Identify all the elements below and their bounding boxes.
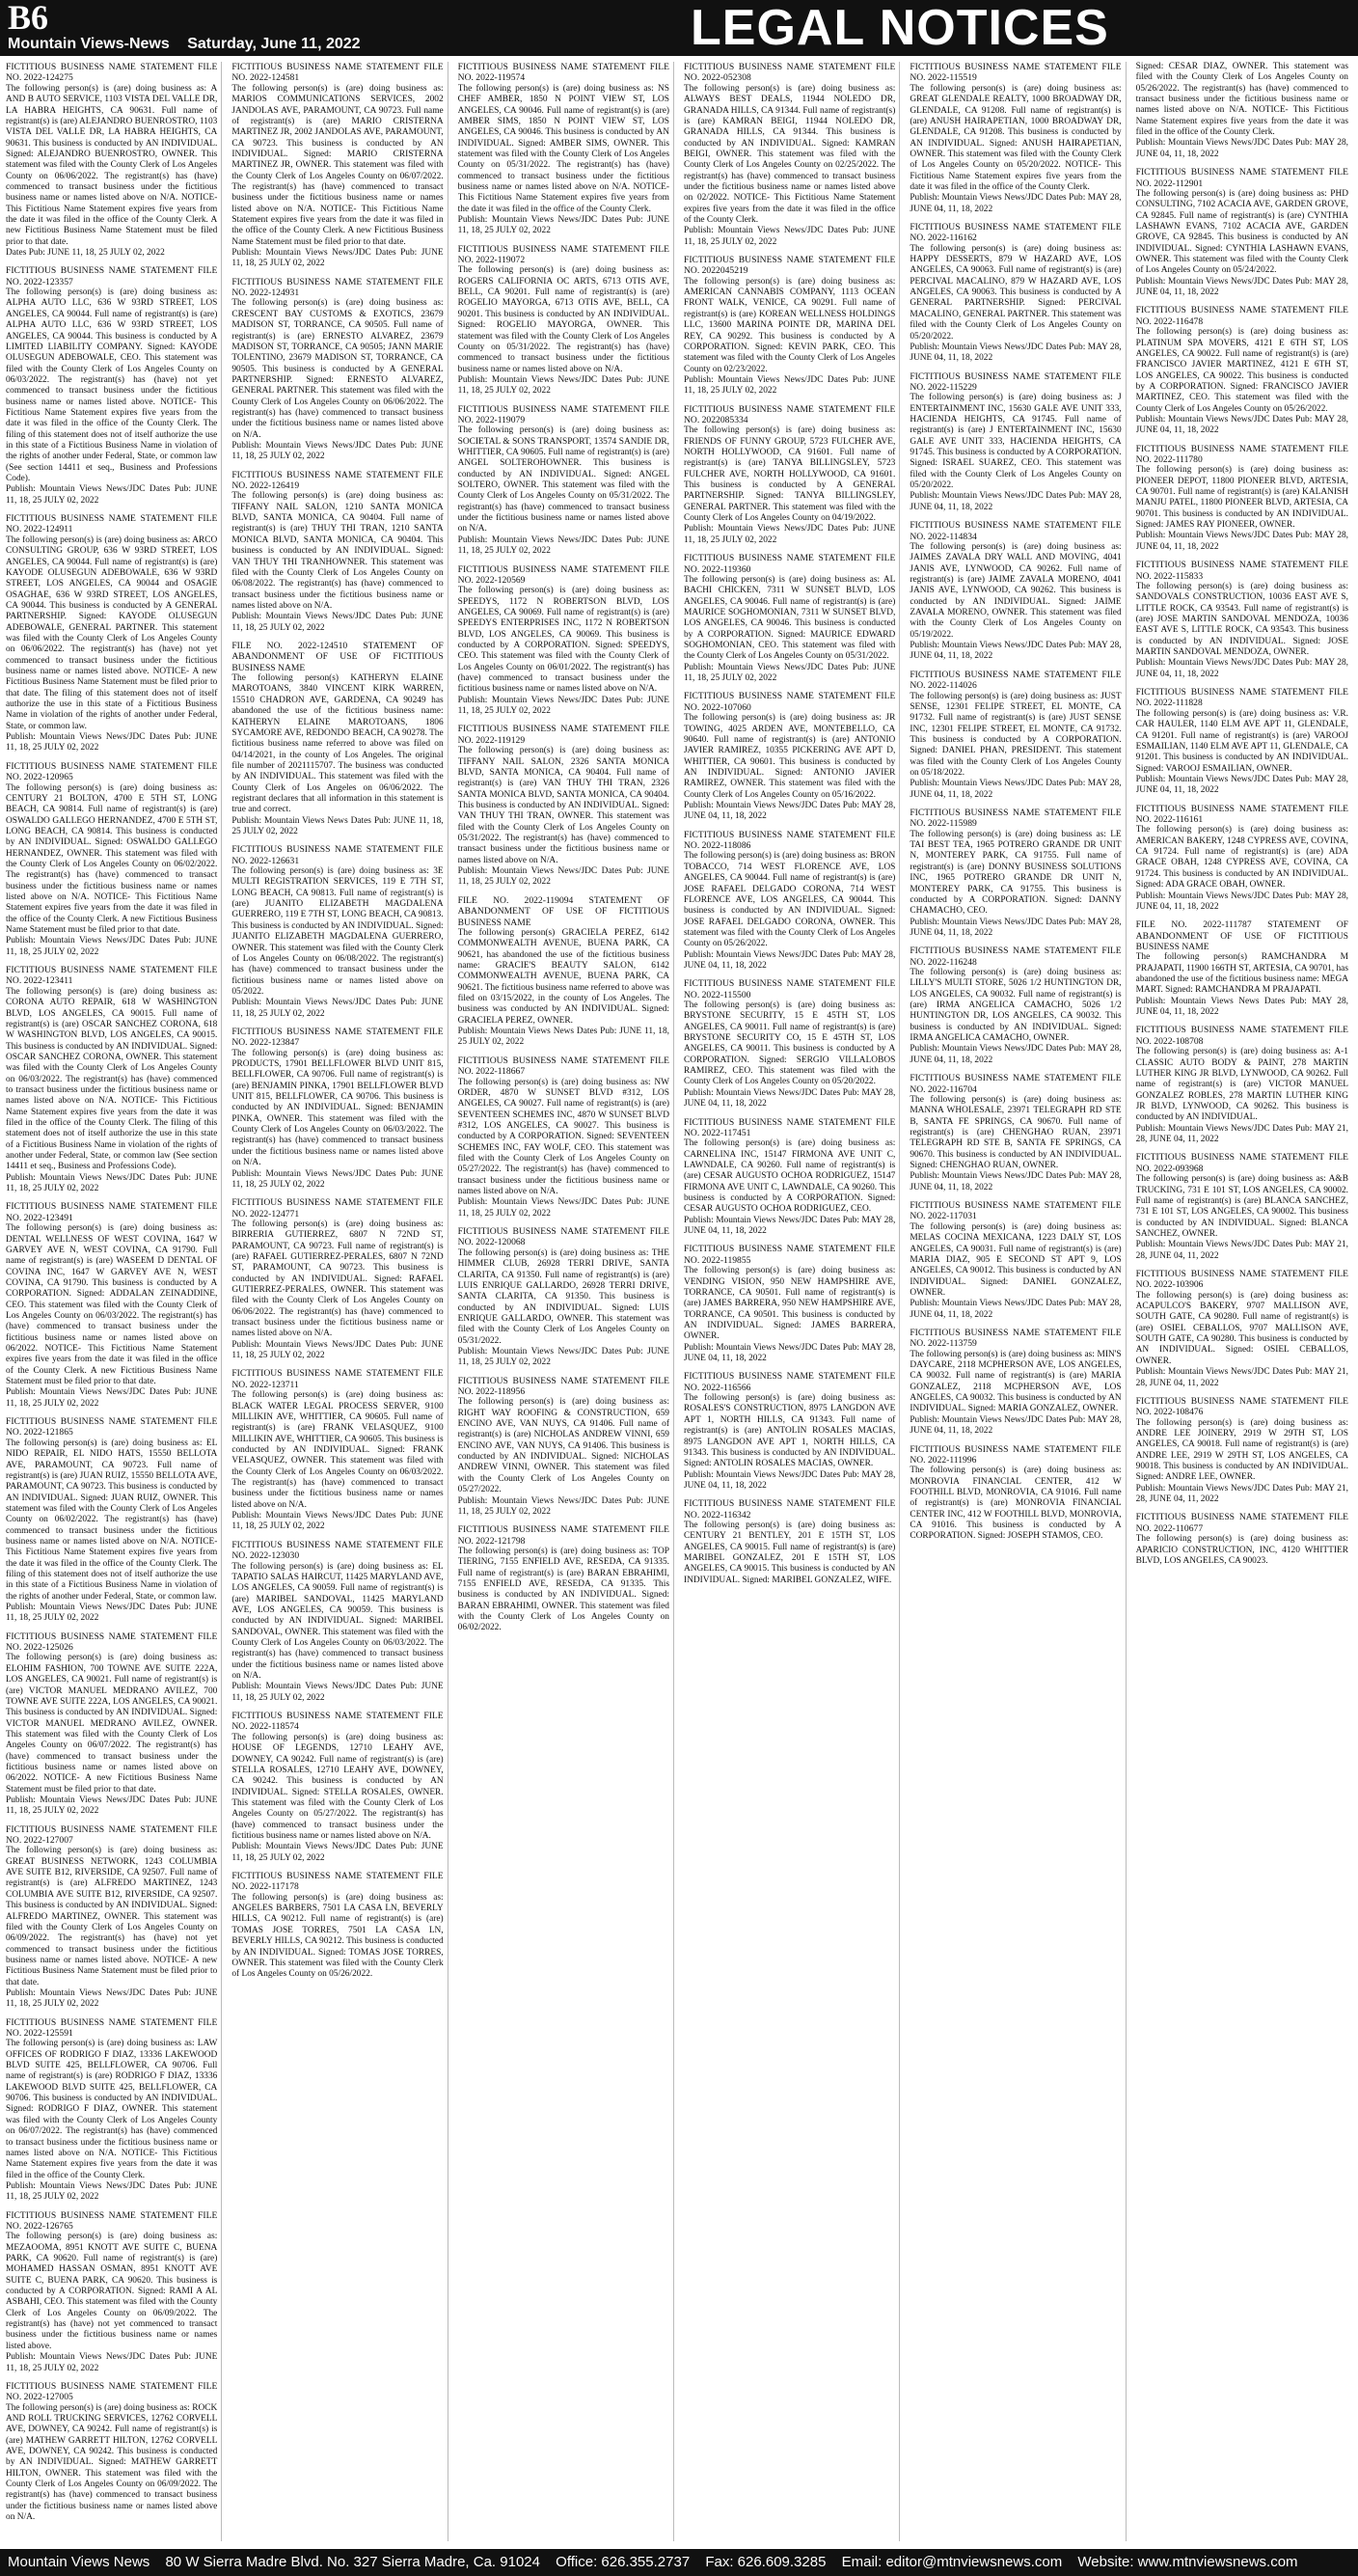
notice-title: FICTITIOUS BUSINESS NAME STATEMENT FILE NO. 2022-121798 xyxy=(457,1524,669,1547)
notice-column xyxy=(231,62,448,2541)
legal-notice xyxy=(684,830,895,973)
legal-notice xyxy=(231,1871,443,1981)
legal-notice xyxy=(458,244,669,397)
legal-notice xyxy=(910,1328,1121,1438)
notice-title: FICTITIOUS BUSINESS NAME STATEMENT FILE NO. 2022-111996 xyxy=(910,1443,1122,1466)
notice-title: FICTITIOUS BUSINESS NAME STATEMENT FILE NO. 2022-118574 xyxy=(231,1711,444,1733)
notice-title: FICTITIOUS BUSINESS NAME STATEMENT FILE NO. 2022-117178 xyxy=(231,1870,444,1893)
notice-publication-dates: Publish: Mountain Views News/JDC Dates Pub: MAY 28, JUNE 04, 11, 18, 2022 xyxy=(910,1299,1122,1320)
notice-body: The following person(s) is (are) doing business as: NS CHEF AMBER, 1850 N POINT VIEW ST, LOS ANGELES, CA 90046. Full name of registrant(s) is (are) AMBER SIMS, 1850 N POINT VIEW ST, LOS ANGELES, CA 90046. This business is conducted by AN INDIVIDUAL. Signed: AMBER SIMS, OWNER. This statement was filed with the County Clerk of Los Angeles County on 05/31/2022. The registrant(s) has (have) commenced to transact business under the fictitious business name or names listed above on N/A. NOTICE- This Fictitious Name Statement expires five years from the date it was filed in the office of the County Clerk. xyxy=(457,83,669,214)
notice-body: The following person(s) is (are) doing business as: TIFFANY NAIL SALON, 1210 SANTA MONICA BLVD, SANTA MONICA, CA 90404. Full name of registrant(s) is (are) THUY THI TRAN, 1210 SANTA MONICA BLVD, SANTA MONICA, CA 90404. This business is conducted by AN INDIVIDUAL. Signed: VAN THUY THI TRANHOWNER. This statement was filed with the County Clerk of Los Angeles County on 06/08/2022. The registrant(s) has (have) commenced to transact business under the fictitious business name or names listed above on N/A. xyxy=(231,491,444,611)
notice-title: FICTITIOUS BUSINESS NAME STATEMENT FILE NO. 2022-124911 xyxy=(6,513,218,535)
legal-notice xyxy=(910,670,1121,801)
notice-title: FICTITIOUS BUSINESS NAME STATEMENT FILE NO. 2022-126765 xyxy=(6,2209,218,2232)
footer-office-phone: Office: 626.355.2737 xyxy=(556,2554,691,2570)
notice-body: The following person(s) is (are) doing business as: ANDRE LEE JOINERY, 2919 W 29TH ST, LOS ANGELES, CA 90018. Full name of registrant(s) is (are) ANDRE LEE, 2919 W 29TH ST, LOS ANGELES, CA 90018. This business is conducted by AN INDIVIDUAL. Signed: ANDRE LEE, OWNER. xyxy=(1135,1417,1348,1483)
notice-body: The following person(s) is (are) doing business as: RIGHT WAY ROOFING & CONSTRUCTION, 659 ENCINO AVE, VAN NUYS, CA 91406. Full name of registrant(s) is (are) NICHOLAS ANDREW VINNI, 659 ENCINO AVE, VAN NUYS, CA 91406. This business is conducted by AN INDIVIDUAL. Signed: NICHOLAS ANDREW VINNI, OWNER. This statement was filed with the County Clerk of Los Angeles County on 05/27/2022. xyxy=(457,1397,669,1495)
notice-title: FICTITIOUS BUSINESS NAME STATEMENT FILE NO. 2022-113759 xyxy=(910,1327,1122,1350)
notice-body: Signed: CESAR DIAZ, OWNER. This statement was filed with the County Clerk of Los Angeles County on 05/26/2022. The registrant(s) has (have) commenced to transact business under the fictitious business name or names listed above on N/A. NOTICE- This Fictitious Name Statement expires five years from the date it was filed in the office of the County Clerk. xyxy=(1135,62,1348,138)
notice-body: The following person(s) is (are) doing business as: LAW OFFICES OF RODRIGO F DIAZ, 13336 LAKEWOOD BLVD SUITE 425, BELLFLOWER, CA 90706. Full name of registrant(s) is (are) RODRIGO F DIAZ, 13336 LAKEWOOD BLVD SUITE 425, BELLFLOWER, CA 90706. This business is conducted by AN INDIVIDUAL. Signed: RODRIGO F DIAZ, OWNER. This statement was filed with the County Clerk of Los Angeles County on 06/07/2022. The registrant(s) has (have) commenced to transact business under the fictitious business name or names listed above on N/A. NOTICE- This Fictitious Name Statement expires five years from the date it was filed in the office of the County Clerk. xyxy=(6,2039,218,2180)
notice-title: FICTITIOUS BUSINESS NAME STATEMENT FILE NO. 2022-114026 xyxy=(910,669,1122,692)
legal-notice xyxy=(6,1416,217,1625)
notice-title: FICTITIOUS BUSINESS NAME STATEMENT FILE NO. 2022-119574 xyxy=(457,62,669,84)
notice-body: The following person(s) is (are) doing business as: V.R. CAR HAULER, 1140 ELM AVE APT 11, GLENDALE, CA 91201. Full name of registrant(s) is (are) VAROOJ ESMAILIAN, 1140 ELM AVE APT 11, GLENDALE, CA 91201. This business is conducted by AN INDIVIDUAL. Signed: VAROOJ ESMAILIAN, OWNER. xyxy=(1135,708,1348,774)
notice-body: The following person(s) is (are) doing business as: AMERICAN CANNABIS COMPANY, 1113 OCEAN FRONT WALK, VENICE, CA 90291. Full name of registrant(s) is (are) KOREAN WELLNESS HOLDINGS LLC, 13600 MARINA POINTE DR, MARINA DEL REY, CA 90292. This business is conducted by A CORPORATION. Signed: KEVIN PARK, CEO. This statement was filed with the County Clerk of Los Angeles County on 02/23/2022. xyxy=(683,276,896,374)
legal-notice xyxy=(684,1498,895,1586)
legal-notice xyxy=(910,1444,1121,1543)
notice-publication-dates: Publish: Mountain Views News Dates Pub: JUNE 11, 18, 25 JULY 02, 2022 xyxy=(457,1027,669,1048)
notice-body: The following person(s) is (are) doing business as: SOCIETAL & SONS TRANSPORT, 13574 SANDIE DR, WHITTIER, CA 90605. Full name of registrant(s) is (are) ANGEL SOLTEROHOWNER. This business is conducted by AN INDIVIDUAL. Signed: ANGEL SOLTERO, OWNER. This statement was filed with the County Clerk of Los Angeles County on 05/31/2022. The registrant(s) has (have) commenced to transact business under the fictitious business name or names listed above on N/A. xyxy=(457,425,669,534)
notice-body: The following person(s) is (are) doing business as: ANGELES BARBERS, 7501 LA CASA LN, BEVERLY HILLS, CA 90212. Full name of registrant(s) is (are) TOMAS JOSE TORRES, 7501 LA CASA LN, BEVERLY HILLS, CA 90212. This business is conducted by AN INDIVIDUAL. Signed: TOMAS JOSE TORRES, OWNER. This statement was filed with the County Clerk of Los Angeles County on 05/26/2022. xyxy=(231,1892,444,1980)
notice-title: FICTITIOUS BUSINESS NAME STATEMENT FILE NO. 2022-120965 xyxy=(6,760,218,783)
legal-notice xyxy=(910,222,1121,365)
legal-notice xyxy=(231,844,443,1020)
notice-title: FICTITIOUS BUSINESS NAME STATEMENT FILE NO. 2022-118956 xyxy=(457,1375,669,1397)
legal-notice xyxy=(910,520,1121,663)
notice-publication-dates: Publish: Mountain Views News/JDC Dates Pub: JUNE 11, 18, 25 JULY 02, 2022 xyxy=(6,1602,218,1624)
notice-body: The following person(s) is (are) doing business as: SPEEDYS, 1172 N ROBERTSON BLVD, LOS ANGELES, CA 90069. Full name of registrant(s) is (are) SPEEDYS ENTERPRISES INC, 1172 N ROBERTSON BLVD, LOS ANGELES, CA 90069. This business is conducted by A CORPORATION. Signed: SPEEDYS, CEO. This statement was filed with the County Clerk of Los Angeles County on 06/01/2022. The registrant(s) has (have) commenced to transact business under the fictitious business name or names listed above on N/A. xyxy=(457,586,669,695)
notice-title: FICTITIOUS BUSINESS NAME STATEMENT FILE NO. 2022-111780 xyxy=(1135,443,1348,465)
notice-publication-dates: Publish: Mountain Views News/JDC Dates Pub: MAY 28, JUNE 04, 11, 18, 2022 xyxy=(683,1469,896,1491)
notice-publication-dates: Publish: Mountain Views News/JDC Dates Pub: MAY 28, JUNE 04, 11, 18, 2022 xyxy=(683,1087,896,1110)
legal-notice xyxy=(1136,560,1348,680)
notice-body: The following person(s) is (are) doing business as: TOP TIERING, 7155 ENFIELD AVE, RESEDA, CA 91335. Full name of registrant(s) is (are) BARAN EBRAHIMI, 7155 ENFIELD AVE, RESEDA, CA 91335. This business is conducted by AN INDIVIDUAL. Signed: BARAN EBRAHIMI, OWNER. This statement was filed with the County Clerk of Los Angeles County on 06/02/2022. xyxy=(457,1547,669,1633)
notice-column xyxy=(1136,62,1352,2541)
notice-publication-dates: Publish: Mountain Views News Dates Pub: MAY 28, JUNE 04, 11, 18, 2022 xyxy=(1135,996,1348,1018)
notice-body: The following person(s) is (are) doing business as: FRIENDS OF FUNNY GROUP, 5723 FULCHER AVE, NORTH HOLLYWOOD, CA 91601. Full name of registrant(s) is (are) TANYA BILLINGSLEY, 5723 FULCHER AVE, NORTH HOLLYWOOD, CA 91601. This business is conducted by A GENERAL PARTNERSHIP. Signed: TANYA BILLINGSLEY, GENERAL PARTNER. This statement was filed with the County Clerk of Los Angeles County on 04/19/2022. xyxy=(683,425,896,524)
notice-body: The following person(s) KATHERYN ELAINE MAROTOANS, 3840 VINCENT KIRK WARREN, 15510 CHADRON AVE, GARDENA, CA 90249 has abandoned the use of the fictitious business name: KATHERYN ELAINE MAROTOANS, 1806 SYCAMORE AVE, REDONDO BEACH, CA 90278. The fictitious business name referred to above was filed on 04/14/2021, in the county of Los Angeles. The original file number of 2021115707. The business was conducted by AN INDIVIDUAL. This statement was filed with the County Clerk of Los Angeles on 06/06/2022. The registrant declares that all information in this statement is true and correct. xyxy=(231,673,444,815)
legal-notice xyxy=(684,62,895,248)
notice-body: The following person(s) is (are) doing business as: BLACK WATER LEGAL PROCESS SERVER, 9100 MILLIKIN AVE, WHITTIER, CA 90605. Full name of registrant(s) is (are) FRANK VELASQUEZ, 9100 MILLIKIN AVE, WHITTIER, CA 90605. This business is conducted by AN INDIVIDUAL. Signed: FRANK VELASQUEZ, OWNER. This statement was filed with the County Clerk of Los Angeles County on 06/03/2022. The registrant(s) has (have) commenced to transact business under the fictitious business name or names listed above on N/A. xyxy=(231,1390,444,1510)
notice-title: FICTITIOUS BUSINESS NAME STATEMENT FILE NO. 2022-107060 xyxy=(683,691,896,713)
notice-publication-dates: Dates Pub: JUNE 11, 18, 25 JULY 02, 2022 xyxy=(6,247,165,258)
legal-notice xyxy=(910,808,1121,939)
legal-notice xyxy=(458,1226,669,1369)
notice-title: FICTITIOUS BUSINESS NAME STATEMENT FILE NO. 2022-093968 xyxy=(1135,1152,1348,1174)
notice-column xyxy=(458,62,674,2541)
legal-notice xyxy=(231,1368,443,1532)
notice-title: FICTITIOUS BUSINESS NAME STATEMENT FILE NO. 2022-119855 xyxy=(683,1244,896,1266)
legal-notice xyxy=(231,277,443,463)
notice-publication-dates: Publish: Mountain Views News/JDC Dates Pub: MAY 21, 28, JUNE 04, 11, 2022 xyxy=(1135,1123,1348,1145)
notice-publication-dates: Publish: Mountain Views News/JDC Dates Pub: MAY 28, JUNE 04, 11, 18, 2022 xyxy=(1135,658,1348,679)
notice-publication-dates: Publish: Mountain Views News/JDC Dates Pub: MAY 28, JUNE 04, 11, 18, 2022 xyxy=(910,641,1122,662)
notice-body: The following person(s) is (are) doing business as: HOUSE OF LEGENDS, 12710 LEAHY AVE, DOWNEY, CA 90242. Full name of registrant(s) is (are) STELLA ROSALES, 12710 LEAHY AVE, DOWNEY, CA 90242. This business is conducted by AN INDIVIDUAL. Signed: STELLA ROSALES, OWNER. This statement was filed with the County Clerk of Los Angeles County on 05/27/2022. The registrant(s) has (have) commenced to transact business under the fictitious business name or names listed above on N/A. xyxy=(231,1732,444,1841)
notice-body: The following person(s) is (are) doing business as: ROGERS CALIFORNIA OC ARTS, 6713 OTIS AVE, BELL, CA 90201. Full name of registrant(s) is (are) ROGELIO MAYORGA, 6713 OTIS AVE, BELL, CA 90201. This business is conducted by AN INDIVIDUAL. Signed: ROGELIO MAYORGA, OWNER. This statement was filed with the County Clerk of Los Angeles County on 05/31/2022. The registrant(s) has (have) commenced to transact business under the fictitious business name or names listed above on N/A. xyxy=(457,265,669,374)
legal-notice xyxy=(1136,687,1348,797)
notice-body: The following person(s) is (are) doing business as: MANNA WHOLESALE, 23971 TELEGRAPH RD STE B, SANTA FE SPRINGS, CA 90670. Full name of registrant(s) is (are) CHENGHAO RUAN, 23971 TELEGRAPH RD STE B, SANTA FE SPRINGS, CA 90670. This business is conducted by AN INDIVIDUAL. Signed: CHENGHAO RUAN, OWNER. xyxy=(910,1094,1122,1170)
legal-notice xyxy=(458,1055,669,1219)
notice-title: FICTITIOUS BUSINESS NAME STATEMENT FILE NO. 2022-116566 xyxy=(683,1371,896,1393)
notice-publication-dates: Publish: Mountain Views News/JDC Dates Pub: JUNE 11, 18, 25 JULY 02, 2022 xyxy=(231,998,444,1019)
notice-body: The following person(s) is (are) doing business as: ROSALES'S CONSTRUCTION, 8975 LANGDON AVE APT 1, NORTH HILLS, CA 91343. Full name of registrant(s) is (are) ANTOLIN ROSALES MACIAS, 8975 LANGDON AVE APT 1, NORTH HILLS, CA 91343. This business is conducted by AN INDIVIDUAL. Signed: ANTOLIN ROSALES MACIAS, OWNER. xyxy=(683,1393,896,1469)
notice-publication-dates: Publish: Mountain Views News/JDC Dates Pub: JUNE 11, 18, 25 JULY 02, 2022 xyxy=(457,1197,669,1219)
notice-publication-dates: Publish: Mountain Views News/JDC Dates Pub: JUNE 11, 18, 25 JULY 02, 2022 xyxy=(6,732,218,754)
notice-body: The following person(s) is (are) doing business as: CORONA AUTO REPAIR, 618 W WASHINGTON BLVD, LOS ANGELES, CA 90015. Full name of registrant(s) is (are) OSCAR SANCHEZ CORONA, 618 W WASHINGTON BLVD, LOS ANGELES, CA 90015. This business is conducted by AN INDIVIDUAL. Signed: OSCAR SANCHEZ CORONA, OWNER. This statement was filed with the County Clerk of Los Angeles County on 06/03/2022. The registrant(s) has (have) commenced to transact business under the fictitious business name or names listed above on N/A. NOTICE- This Fictitious Name Statement expires five years from the date it was filed in the office of the County Clerk. The filing of this statement does not of itself authorize the use in this state of a Fictitious Business Name in violation of the rights of another under Federal, State, or common law (See section 14411 et seq., Business and Professions Code). xyxy=(6,986,218,1172)
notice-body: The following person(s) is (are) doing business as: EL NIDO REPAIR, EL NIDO HATS, 15550 BELLOTA AVE, PARAMOUNT, CA 90723. Full name of registrant(s) is (are) JUAN RUIZ, 15550 BELLOTA AVE, PARAMOUNT, CA 90723. This business is conducted by AN INDIVIDUAL. Signed: JUAN RUIZ, OWNER. This statement was filed with the County Clerk of Los Angeles County on 06/02/2022. The registrant(s) has (have) commenced to transact business under the fictitious business name or names listed above on N/A. NOTICE- This Fictitious Name Statement expires five years from the date it was filed in the office of the County Clerk. The filing of this statement does not of itself authorize the use in this state of a Fictitious Business Name in violation of the rights of another under Federal, State, or common law. xyxy=(6,1438,218,1602)
legal-notice xyxy=(684,691,895,822)
notice-title: FICTITIOUS BUSINESS NAME STATEMENT FILE NO. 2022-115833 xyxy=(1135,560,1348,582)
notice-title: FICTITIOUS BUSINESS NAME STATEMENT FILE NO. 2022-124931 xyxy=(231,276,444,299)
notice-publication-dates: Publish: Mountain Views News/JDC Dates Pub: MAY 21, 28, JUNE 04, 11, 2022 xyxy=(1135,1240,1348,1261)
notice-title: FICTITIOUS BUSINESS NAME STATEMENT FILE NO. 2022-108476 xyxy=(1135,1395,1348,1418)
notice-publication-dates: Publish: Mountain Views News/JDC Dates Pub: JUNE 11, 18, 25 JULY 02, 2022 xyxy=(457,534,669,557)
notice-title: FICTITIOUS BUSINESS NAME STATEMENT FILE NO. 2022-115519 xyxy=(910,62,1122,84)
notice-title: FICTITIOUS BUSINESS NAME STATEMENT FILE NO. 2022-103906 xyxy=(1135,1268,1348,1291)
legal-notice xyxy=(910,371,1121,514)
legal-notice xyxy=(6,2017,217,2204)
legal-notice xyxy=(910,945,1121,1066)
notice-title: FICTITIOUS BUSINESS NAME STATEMENT FILE NO. 2022-117031 xyxy=(910,1200,1122,1222)
notice-title: FICTITIOUS BUSINESS NAME STATEMENT FILE NO. 2022-119360 xyxy=(683,553,896,575)
legal-notice xyxy=(1136,1269,1348,1389)
notice-title: FICTITIOUS BUSINESS NAME STATEMENT FILE NO. 2022-116342 xyxy=(683,1498,896,1521)
notice-title: FILE NO. 2022-119094 STATEMENT OF ABANDONMENT OF USE OF FICTITIOUS BUSINESS NAME xyxy=(457,894,669,928)
notice-body: The following person(s) is (are) doing business as: TIFFANY NAIL SALON, 2326 SANTA MONICA BLVD, SANTA MONICA, CA 90404. Full name of registrant(s) is (are) VAN THUY THI TRAN, 2326 SANTA MONICA BLVD, SANTA MONICA, CA 90404. This business is conducted by AN INDIVIDUAL. Signed: VAN THUY THI TRAN, OWNER. This statement was filed with the County Clerk of Los Angeles County on 05/31/2022. The registrant(s) has (have) commenced to transact business under the fictitious business name or names listed above on N/A. xyxy=(457,746,669,865)
legal-notice xyxy=(6,2210,217,2374)
legal-notice xyxy=(1136,1025,1348,1145)
notice-body: The following person(s) is (are) doing business as: J ENTERTAINMENT INC, 15630 GALE AVE UNIT 333, HACIENDA HEIGHTS, CA 91745. Full name of registrant(s) is (are) J ENTERTAINMENT INC, 15630 GALE AVE UNIT 333, HACIENDA HEIGHTS, CA 91745. This business is conducted by A CORPORATION. Signed: ISRAEL SUAREZ, CEO. This statement was filed with the County Clerk of Los Angeles County on 05/20/2022. xyxy=(910,393,1122,491)
notice-body: The following person(s) is (are) doing business as: APARICIO CONSTRUCTION, INC, 4120 WHITTIER BLVD, LOS ANGELES, CA 90023. xyxy=(1135,1534,1348,1566)
notice-publication-dates: Publish: Mountain Views News/JDC Dates Pub: JUNE 11, 18, 25 JULY 02, 2022 xyxy=(457,695,669,717)
notice-title: FICTITIOUS BUSINESS NAME STATEMENT FILE NO. 2022-116704 xyxy=(910,1073,1122,1095)
notice-title: FICTITIOUS BUSINESS NAME STATEMENT FILE NO. 2022-123411 xyxy=(6,965,218,987)
notice-publication-dates: Publish: Mountain Views News/JDC Dates Pub: MAY 28, JUNE 04, 11, 18, 2022 xyxy=(1135,531,1348,552)
legal-notice xyxy=(231,1197,443,1361)
page-footer xyxy=(0,2549,1358,2576)
notice-body: The following person(s) is (are) doing business as: 3E MULTI REGISTRATION SERVICES, 119 E 7TH ST, LONG BEACH, CA 90813. Full name of registrant(s) is (are) JUANITO ELIZABETH MAGDALENA GUERRERO, 119 E 7TH ST, LONG BEACH, CA 90813. This business is conducted by AN INDIVIDUAL. Signed: JUANITO ELIZABETH MAGDALENA GUERRERO, OWNER. This statement was filed with the County Clerk of Los Angeles County on 06/08/2022. The registrant(s) has (have) commenced to transact business under the fictitious business name or names listed above on 05/2022. xyxy=(231,866,444,997)
notice-body: The following person(s) is (are) doing business as: AMERICAN BAKERY, 1248 CYPRESS AVE, COVINA, CA 91724. Full name of registrant(s) is (are) ADA GRACE OBAH, 1248 CYPRESS AVE, COVINA, CA 91724. This business is conducted by AN INDIVIDUAL. Signed: ADA GRACE OBAH, OWNER. xyxy=(1135,825,1348,891)
notice-body: The following person(s) is (are) doing business as: VENDING VISION, 950 NEW HAMPSHIRE AVE, TORRANCE, CA 90501. Full name of registrant(s) is (are) JAMES BARRERA, 950 NEW HAMPSHIRE AVE, TORRANCE, CA 90501. This business is conducted by AN INDIVIDUAL. Signed: JAMES BARRERA, OWNER. xyxy=(683,1266,896,1342)
legal-notice xyxy=(6,2381,217,2524)
notice-title: FICTITIOUS BUSINESS NAME STATEMENT FILE NO. 2022-123491 xyxy=(6,1201,218,1223)
page-number: B6 xyxy=(8,0,49,37)
notice-title: FICTITIOUS BUSINESS NAME STATEMENT FILE NO. 2022-110677 xyxy=(1135,1512,1348,1534)
legal-notice xyxy=(6,62,217,259)
notice-publication-dates: Publish: Mountain Views News/JDC Dates Pub: JUNE 11, 18, 25 JULY 02, 2022 xyxy=(231,1511,444,1532)
notice-title: FICTITIOUS BUSINESS NAME STATEMENT FILE NO. 2022-125591 xyxy=(6,2016,218,2039)
notice-publication-dates: Publish: Mountain Views News/JDC Dates Pub: JUNE 11, 18, 25 JULY 02, 2022 xyxy=(6,1795,218,1817)
notice-body: The following person(s) is (are) doing business as: PRODUCTS, 17901 BELLFLOWER BLVD UNIT 815, BELLFLOWER, CA 90706. Full name of registrant(s) is (are) BENJAMIN PINKA, 17901 BELLFLOWER BLVD UNIT 815, BELLFLOWER, CA 90706. This business is conducted by AN INDIVIDUAL. Signed: BENJAMIN PINKA, OWNER. This statement was filed with the County Clerk of Los Angeles County on 06/03/2022. The registrant(s) has (have) commenced to transact business under the fictitious business name or names listed above on N/A. xyxy=(231,1048,444,1168)
notice-publication-dates: Publish: Mountain Views News/JDC Dates Pub: MAY 28, JUNE 04, 11, 18, 2022 xyxy=(683,949,896,971)
notice-columns xyxy=(6,62,1352,2541)
notice-title: FICTITIOUS BUSINESS NAME STATEMENT FILE NO. 2022-111828 xyxy=(1135,687,1348,709)
notice-body: The following person(s) is (are) doing business as: GREAT BUSINESS NETWORK, 1243 COLUMBIA AVE SUITE B12, RIVERSIDE, CA 92507. Full name of registrant(s) is (are) ALFREDO MARTINEZ, 1243 COLUMBIA AVE SUITE B12, RIVERSIDE, CA 92507. This business is conducted by AN INDIVIDUAL. Signed: ALFREDO MARTINEZ, OWNER. This statement was filed with the County Clerk of Los Angeles County on 06/09/2022. The registrant(s) has (have) not yet commenced to transact business under the fictitious business name or names listed above. NOTICE- A new Fictitious Business Name Statement must be filed prior to that date. xyxy=(6,1846,218,1987)
legal-notice xyxy=(1136,1512,1348,1567)
notice-publication-dates: Publish: Mountain Views News/JDC Dates Pub: JUNE 11, 18, 25 JULY 02, 2022 xyxy=(683,374,896,397)
legal-notice xyxy=(231,641,443,837)
notice-publication-dates: Publish: Mountain Views News/JDC Dates Pub: JUNE 11, 18, 25 JULY 02, 2022 xyxy=(231,1682,444,1703)
notice-title: FICTITIOUS BUSINESS NAME STATEMENT FILE NO. 2022-108708 xyxy=(1135,1025,1348,1047)
legal-notice xyxy=(231,1711,443,1864)
notice-publication-dates: Publish: Mountain Views News/JDC Dates Pub: JUNE 11, 18, 25 JULY 02, 2022 xyxy=(231,1168,444,1190)
notice-column xyxy=(684,62,900,2541)
notice-title: FICTITIOUS BUSINESS NAME STATEMENT FILE NO. 2022-120068 xyxy=(457,1226,669,1248)
notice-body: The following person(s) is (are) doing business as: JR TOWING, 4025 ARDEN AVE, MONTEBELLO, CA 90640. Full name of registrant(s) is (are) ANTONIO JAVIER RAMIREZ, 10355 PICKERING AVE APT D, WHITTIER, CA 90601. This business is conducted by AN INDIVIDUAL. Signed: ANTONIO JAVIER RAMIREZ, OWNER. This statement was filed with the County Clerk of Los Angeles County on 05/16/2022. xyxy=(683,713,896,800)
notice-publication-dates: Publish: Mountain Views News/JDC Dates Pub: JUNE 11, 18, 25 JULY 02, 2022 xyxy=(6,2352,218,2373)
notice-title: FICTITIOUS BUSINESS NAME STATEMENT FILE NO. 2022-114834 xyxy=(910,520,1122,542)
notice-publication-dates: Publish: Mountain Views News/JDC Dates Pub: MAY 28, JUNE 04, 11, 18, 2022 xyxy=(910,1171,1122,1192)
notice-publication-dates: Publish: Mountain Views News/JDC Dates Pub: JUNE 11, 18, 25 JULY 02, 2022 xyxy=(6,484,218,506)
notice-publication-dates: Publish: Mountain Views News/JDC Dates Pub: MAY 28, JUNE 04, 11, 18, 2022 xyxy=(910,779,1122,800)
notice-publication-dates: Publish: Mountain Views News/JDC Dates Pub: MAY 21, 28, JUNE 04, 11, 2022 xyxy=(1135,1483,1348,1505)
notice-title: FICTITIOUS BUSINESS NAME STATEMENT FILE NO. 2022-124581 xyxy=(231,62,444,84)
notice-body: The following person(s) is (are) doing business as: A AND B AUTO SERVICE, 1103 VISTA DEL VALLE DR, LA HABRA HEIGHTS, CA 90631. Full name of registrant(s) is (are) ALEJANDRO BUENROSTRO, 1103 VISTA DEL VALLE DR, LA HABRA HEIGHTS, CA 90631. This business is conducted by AN INDIVIDUAL. Signed: ALEJANDRO BUENROSTRO, OWNER. This statement was filed with the County Clerk of Los Angeles County on 06/06/2022. The registrant(s) has (have) commenced to transact business under the fictitious business name or names listed above on N/A. NOTICE- This Fictitious Name Statement expires five years from the date it was filed in the office of the County Clerk. A new Fictitious Business Name Statement must be filed prior to that date. xyxy=(6,83,218,247)
notice-title: FICTITIOUS BUSINESS NAME STATEMENT FILE NO. 2022-115989 xyxy=(910,807,1122,830)
notice-publication-dates: Publish: Mountain Views News/JDC Dates Pub: MAY 28, JUNE 04, 11, 18, 2022 xyxy=(1135,276,1348,297)
notice-title: FICTITIOUS BUSINESS NAME STATEMENT FILE NO. 2022-123030 xyxy=(231,1539,444,1562)
notice-publication-dates: Publish: Mountain Views News/JDC Dates Pub: MAY 28, JUNE 04, 11, 18, 2022 xyxy=(910,491,1122,512)
legal-notice xyxy=(910,1200,1121,1321)
notice-body: The following person(s) is (are) doing business as: MONROVIA FINANCIAL CENTER, 412 W FOOTHILL BLVD, MONROVIA, CA 91016. Full name of registrant(s) is (are) MONROVIA FINANCIAL CENTER INC, 412 W FOOTHILL BLVD, MONROVIA, CA 91016. This business is conducted by A CORPORATION. Signed: JOSEPH STAMOS, CEO. xyxy=(910,1466,1122,1542)
legal-notice xyxy=(684,553,895,684)
notice-publication-dates: Publish: Mountain Views News/JDC Dates Pub: JUNE 11, 18, 25 JULY 02, 2022 xyxy=(231,1339,444,1361)
legal-notice xyxy=(684,1244,895,1364)
legal-notice xyxy=(1136,1396,1348,1506)
notice-title: FICTITIOUS BUSINESS NAME STATEMENT FILE NO. 2022-117451 xyxy=(683,1116,896,1138)
notice-body: The following person(s) is (are) doing business as: ALWAYS BEST DEALS, 11944 NOLEDO DR, GRANADA HILLS, CA 91344. Full name of registrant(s) is (are) KAMRAN BEIGI, 11944 NOLEDO DR, GRANADA HILLS, CA 91344. This business is conducted by AN INDIVIDUAL. Signed: KAMRAN BEIGI, OWNER. This statement was filed with the County Clerk of Los Angeles County on 02/25/2022. The registrant(s) has (have) commenced to transact business under the fictitious business name or names listed above on 02/2022. NOTICE- This Fictitious Name Statement expires five years from the date it was filed in the office of the County Clerk. xyxy=(683,83,896,225)
publication-name: Mountain Views-News xyxy=(8,36,170,52)
notice-body: The following person(s) is (are) doing business as: NW ORDER, 4870 W SUNSET BLVD #312, LOS ANGELES, CA 90027. Full name of registrant(s) is (are) SEVENTEEN SCHEMES INC, 4870 W SUNSET BLVD #312, LOS ANGELES, CA 90027. This business is conducted by A CORPORATION. Signed: SEVENTEEN SCHEMES INC, FAY WOLF, CEO. This statement was filed with the County Clerk of Los Angeles County on 05/27/2022. The registrant(s) has (have) commenced to transact business under the fictitious business name or names listed above on N/A. xyxy=(457,1077,669,1196)
notice-publication-dates: Publish: Mountain Views News/JDC Dates Pub: JUNE 11, 18, 25 JULY 02, 2022 xyxy=(457,866,669,888)
legal-notice xyxy=(684,1371,895,1492)
notice-body: The following person(s) RAMCHANDRA M PRAJAPATI, 11900 166TH ST, ARTESIA, CA 90701, has abandoned the use of the fictitious business name: MEGA MART. Signed: RAMCHANDRA M PRAJAPATI. xyxy=(1135,952,1348,996)
legal-notice xyxy=(684,978,895,1110)
notice-body: The following person(s) is (are) doing business as: CRESCENT BAY CUSTOMS & EXOTICS, 23679 MADISON ST, TORRANCE, CA 90505. Full name of registrant(s) is (are) ERNESTO ALVAREZ, 23679 MADISON ST, TORRANCE, CA 90505; JANN MARIE TOLENTINO, 23679 MADISON ST, TORRANCE, CA 90505. This business is conducted by A GENERAL PARTNERSHIP. Signed: ERNESTO ALVAREZ, GENERAL PARTNER. This statement was filed with the County Clerk of Los Angeles County on 06/06/2022. The registrant(s) has (have) commenced to transact business under the fictitious business name or names listed above on N/A. xyxy=(231,298,444,440)
footer-publication: Mountain Views News xyxy=(8,2554,150,2570)
notice-body: The following person(s) is (are) doing business as: A-1 CLASSIC AUTO BODY & PAINT, 278 MARTIN LUTHER KING JR BLVD, LYNWOOD, CA 90262. Full name of registrant(s) is (are) VICTOR MANUEL GONZALEZ ROBLES, 278 MARTIN LUTHER KING JR BLVD, LYNWOOD, CA 90262. This business is conducted by AN INDIVIDUAL. xyxy=(1135,1047,1348,1123)
notice-title: FICTITIOUS BUSINESS NAME STATEMENT FILE NO. 2022-115500 xyxy=(683,978,896,1000)
notice-body: The following person(s) is (are) doing business as: JAIMES ZAVALA DRY WALL AND MOVING, 4041 JANIS AVE, LYNWOOD, CA 90262. Full name of registrant(s) is (are) JAIME ZAVALA MORENO, 4041 JANIS AVE, LYNWOOD, CA 90262. This business is conducted by AN INDIVIDUAL. Signed: JAIME ZAVALA MORENO, OWNER. This statement was filed with the County Clerk of Los Angeles County on 05/19/2022. xyxy=(910,541,1122,640)
notice-title: FICTITIOUS BUSINESS NAME STATEMENT FILE NO. 2022-124275 xyxy=(6,62,218,84)
legal-notice xyxy=(6,761,217,958)
footer-website[interactable]: Website: www.mtnviewsnews.com xyxy=(1077,2554,1298,2570)
legal-notice xyxy=(910,62,1121,215)
notice-publication-dates: Publish: Mountain Views News/JDC Dates Pub: MAY 28, JUNE 04, 11, 18, 2022 xyxy=(910,342,1122,364)
notice-publication-dates: Publish: Mountain Views News/JDC Dates Pub: MAY 28, JUNE 04, 11, 18, 2022 xyxy=(910,917,1122,938)
notice-body: The following person(s) is (are) doing business as: BIRRERIA GUTIERREZ, 6807 N 72ND ST, PARAMOUNT, CA 90723. Full name of registrant(s) is (are) RAFAEL GUTIERREZ-PERALES, 6807 N 72ND ST, PARAMOUNT, CA 90723. This business is conducted by AN INDIVIDUAL. Signed: RAFAEL GUTIERREZ-PERALES, OWNER. This statement was filed with the County Clerk of Los Angeles County on 06/06/2022. The registrant(s) has (have) commenced to transact business under the fictitious business name or names listed above on N/A. xyxy=(231,1219,444,1339)
notice-body: The following person(s) is (are) doing business as: CARNELINA INC, 15147 FIRMONA AVE UNIT C, LAWNDALE, CA 90260. Full name of registrant(s) is (are) CESAR AUGUSTO OCHOA RODRIGUEZ, 15147 FIRMONA AVE UNIT C, LAWNDALE, CA 90260. This business is conducted by A CORPORATION. Signed: CESAR AUGUSTO OCHOA RODRIGUEZ, CEO. xyxy=(683,1138,896,1215)
page-header xyxy=(0,0,1358,56)
legal-notice xyxy=(1136,167,1348,298)
legal-notice xyxy=(6,265,217,507)
notice-body: The following person(s) is (are) doing business as: SANDOVALS CONSTRUCTION, 10036 EAST AVE S, LITTLE ROCK, CA 93543. Full name of registrant(s) is (are) JOSE MARTIN SANDOVAL MENDOZA, 10036 EAST AVE S, LITTLE ROCK, CA 93543. This business is conducted by AN INDIVIDUAL. Signed: JOSE MARTIN SANDOVAL MENDOZA, OWNER. xyxy=(1135,581,1348,658)
notice-title: FICTITIOUS BUSINESS NAME STATEMENT FILE NO. 2022-118667 xyxy=(457,1055,669,1078)
notice-body: The following person(s) is (are) doing business as: ACAPULCO'S BAKERY, 9707 MALLISON AVE, SOUTH GATE, CA 90280. Full name of registrant(s) is (are) OSIEL CEBALLOS, 9707 MALLISON AVE, SOUTH GATE, CA 90280. This business is conducted by AN INDIVIDUAL. Signed: OSIEL CEBALLOS, OWNER. xyxy=(1135,1290,1348,1366)
notice-title: FICTITIOUS BUSINESS NAME STATEMENT FILE NO. 2022-126631 xyxy=(231,844,444,866)
notice-publication-dates: Publish: Mountain Views News/JDC Dates Pub: JUNE 11, 18, 25 JULY 02, 2022 xyxy=(683,226,896,247)
notice-publication-dates: Publish: Mountain Views News/JDC Dates Pub: JUNE 11, 18, 25 JULY 02, 2022 xyxy=(457,214,669,236)
notice-publication-dates: Publish: Mountain Views News/JDC Dates Pub: MAY 28, JUNE 04, 11, 18, 2022 xyxy=(1135,414,1348,436)
notice-publication-dates: Publish: Mountain Views News/JDC Dates Pub: JUNE 11, 18, 25 JULY 02, 2022 xyxy=(231,247,444,269)
notice-title: FICTITIOUS BUSINESS NAME STATEMENT FILE NO. 2022-127005 xyxy=(6,2380,218,2403)
notice-body: The following person(s) is (are) doing business as: PLATINUM SPA MOVERS, 4121 E 6TH ST, LOS ANGELES, CA 90022. Full name of registrant(s) is (are) FRANCISCO JAVIER MARTINEZ, 4121 E 6TH ST, LOS ANGELES, CA 90022. This business is conducted by A CORPORATION. Signed: FRANCISCO JAVIER MARTINEZ, CEO. This statement was filed with the County Clerk of Los Angeles County on 05/26/2022. xyxy=(1135,327,1348,414)
section-title: LEGAL NOTICES xyxy=(691,0,1109,56)
legal-notice xyxy=(1136,305,1348,436)
notice-publication-dates: Publish: Mountain Views News/JDC Dates Pub: MAY 21, 28, JUNE 04, 11, 2022 xyxy=(1135,1367,1348,1388)
notice-title: FICTITIOUS BUSINESS NAME STATEMENT FILE NO. 2022-116478 xyxy=(1135,305,1348,327)
legal-notice xyxy=(684,255,895,397)
footer-fax: Fax: 626.609.3285 xyxy=(705,2554,827,2570)
notice-title: FICTITIOUS BUSINESS NAME STATEMENT FILE NO. 2022045219 xyxy=(683,254,896,277)
notice-body: The following person(s) is (are) doing business as: A&B TRUCKING, 731 E 101 ST, LOS ANGELES, CA 90002. Full name of registrant(s) is (are) BLANCA SANCHEZ, 731 E 101 ST, LOS ANGELES, CA 90002. This business is conducted by AN INDIVIDUAL. Signed: BLANCA SANCHEZ, OWNER. xyxy=(1135,1174,1348,1239)
notice-title: FICTITIOUS BUSINESS NAME STATEMENT FILE NO. 2022-125026 xyxy=(6,1631,218,1654)
notice-publication-dates: Publish: Mountain Views News/JDC Dates Pub: JUNE 11, 18, 25 JULY 02, 2022 xyxy=(6,936,218,957)
legal-notice xyxy=(684,404,895,547)
notice-body: The following person(s) GRACIELA PEREZ, 6142 COMMONWEALTH AVENUE, BUENA PARK, CA 90621, has abandoned the use of the fictitious business name: GRACIE'S BEAUTY SALON, 6142 COMMONWEALTH AVENUE, BUENA PARK, CA 90621. The fictitious business name referred to above was filed on 03/15/2022, in the county of Los Angeles. The business was conducted by AN INDIVIDUAL. Signed: GRACIELA PEREZ, OWNER. xyxy=(457,927,669,1026)
notice-title: FICTITIOUS BUSINESS NAME STATEMENT FILE NO. 2022-123847 xyxy=(231,1026,444,1049)
legal-notice xyxy=(231,62,443,270)
legal-notice xyxy=(458,404,669,558)
notice-publication-dates: Publish: Mountain Views News/JDC Dates Pub: JUNE 11, 18, 25 JULY 02, 2022 xyxy=(457,1495,669,1517)
notice-title: FICTITIOUS BUSINESS NAME STATEMENT FILE NO. 2022-123357 xyxy=(6,265,218,288)
notice-publication-dates: Publish: Mountain Views News/JDC Dates Pub: MAY 28, JUNE 04, 11, 18, 2022 xyxy=(1135,774,1348,796)
footer-address: 80 W Sierra Madre Blvd. No. 327 Sierra Madre, Ca. 91024 xyxy=(165,2554,540,2570)
notice-body: The following person(s) is (are) doing business as: LE TAI BEST TEA, 1965 POTRERO GRANDE DR UNIT N, MONTEREY PARK, CA 91755. Full name of registrant(s) is (are) DONNY BUSINESS SOLUTIONS INC, 1965 POTRERO GRANDE DR UNIT N, MONTEREY PARK, CA 91755. This business is conducted by A CORPORATION. Signed: DANNY CHAMACHO, CEO. xyxy=(910,829,1122,917)
notice-column xyxy=(910,62,1126,2541)
notice-publication-dates: Publish: Mountain Views News/JDC Dates Pub: MAY 28, JUNE 04, 11, 18, 2022 xyxy=(683,1342,896,1363)
footer-email[interactable]: Email: editor@mtnviewsnews.com xyxy=(841,2554,1063,2570)
notice-title: FICTITIOUS BUSINESS NAME STATEMENT FILE NO. 2022-116161 xyxy=(1135,803,1348,826)
legal-notice xyxy=(6,1824,217,2011)
notice-publication-dates: Publish: Mountain Views News/JDC Dates Pub: JUNE 11, 18, 25 JULY 02, 2022 xyxy=(6,1172,218,1193)
legal-notice xyxy=(458,1524,669,1634)
legal-notice xyxy=(458,564,669,718)
notice-column xyxy=(6,62,222,2541)
notice-body: The following person(s) is (are) doing business as: ALPHA AUTO LLC, 636 W 93RD STREET, LOS ANGELES, CA 90044. Full name of registrant(s) is (are) ALPHA AUTO LLC, 636 W 93RD STREET, LOS ANGELES, CA 90044. This business is conducted by A LIMITED LIABILITY COMPANY. Signed: KAYODE OLUSEGUN ADEBOWALE, CEO. This statement was filed with the County Clerk of Los Angeles County on 06/03/2022. The registrant(s) has (have) not yet commenced to transact business under the fictitious business name or names listed above. NOTICE- This Fictitious Name Statement expires five years from the date it was filed in the office of the County Clerk. The filing of this statement does not of itself authorize the use in this state of a Fictitious Business Name in violation of the rights of another under Federal, State, or common law (See section 14411 et seq., Business and Professions Code). xyxy=(6,288,218,483)
notice-title: FICTITIOUS BUSINESS NAME STATEMENT FILE NO. 2022-112901 xyxy=(1135,167,1348,189)
legal-notice xyxy=(6,965,217,1194)
legal-notice xyxy=(910,1073,1121,1193)
legal-notice xyxy=(6,1631,217,1818)
notice-body: The following person(s) is (are) doing business as: EL TAPATIO SALAS HAIRCUT, 11425 MARYLAND AVE, LOS ANGELES, CA 90059. Full name of registrant(s) is (are) MARIBEL SANDOVAL, 11425 MARYLAND AVE, LOS ANGELES, CA 90059. This business is conducted by AN INDIVIDUAL. Signed: MARIBEL SANDOVAL, OWNER. This statement was filed with the County Clerk of Los Angeles County on 06/03/2022. The registrant(s) has (have) commenced to transact business under the fictitious business name or names listed above on N/A. xyxy=(231,1561,444,1681)
legal-notice xyxy=(231,1540,443,1704)
notice-body: The following person(s) is (are) doing business as: DENTAL WELLNESS OF WEST COVINA, 1647 W GARVEY AVE N, WEST COVINA, CA 91790. Full name of registrant(s) is (are) WASEEM D DENTAL OF COVINA INC, 1647 W GARVEY AVE N, WEST COVINA, CA 91790. This business is conducted by A CORPORATION. Signed: ADDALAN ZEINADDINE, CEO. This statement was filed with the County Clerk of Los Angeles County on 06/03/2022. The registrant(s) has (have) commenced to transact business under the fictitious business name or names listed above on 06/2022. NOTICE- This Fictitious Name Statement expires five years from the date it was filed in the office of the County Clerk. A new Fictitious Business Name Statement must be filed prior to that date. xyxy=(6,1223,218,1386)
notice-body: The following person(s) is (are) doing business as: CENTURY 21 BOLTON, 4700 E 5TH ST, LONG BEACH, CA 90814. Full name of registrant(s) is (are) OSWALDO GALLEGO HERNANDEZ, 4700 E 5TH ST, LONG BEACH, CA 90814. This business is conducted by AN INDIVIDUAL. Signed: OSWALDO GALLEGO HERNANDEZ, OWNER. This statement was filed with the County Clerk of Los Angeles County on 06/02/2022. The registrant(s) has (have) commenced to transact business under the fictitious business name or names listed above on N/A. NOTICE- This Fictitious Name Statement expires five years from the date it was filed in the office of the County Clerk. A new Fictitious Business Name Statement must be filed prior to that date. xyxy=(6,782,218,935)
notice-body: The following person(s) is (are) doing business as: ROCK AND ROLL TRUCKING SERVICES, 12762 CORVELL AVE, DOWNEY, CA 90242. Full name of registrant(s) is (are) MATHEW GARRETT HILTON, 12762 CORVELL AVE, DOWNEY, CA 90242. This business is conducted by AN INDIVIDUAL. Signed: MATHEW GARRETT HILTON, OWNER. This statement was filed with the County Clerk of Los Angeles County on 06/09/2022. The registrant(s) has (have) commenced to transact business under the fictitious business name or names listed above on N/A. xyxy=(6,2402,218,2523)
notice-title: FICTITIOUS BUSINESS NAME STATEMENT FILE NO. 2022-116162 xyxy=(910,221,1122,244)
notice-title: FICTITIOUS BUSINESS NAME STATEMENT FILE NO. 2022-116248 xyxy=(910,945,1122,968)
notice-body: The following person(s) is (are) doing business as: LILLY'S MULTI STORE, 5026 1/2 HUNTINGTON DR, LOS ANGELES, CA 90032. Full name of registrant(s) is (are) IRMA ANGELICA CAMACHO, 5026 1/2 HUNTINGTON DR, LOS ANGELES, CA 90032. This business is conducted by AN INDIVIDUAL. Signed: IRMA ANGELICA CAMACHO, OWNER. xyxy=(910,968,1122,1044)
notice-publication-dates: Publish: Mountain Views News/JDC Dates Pub: MAY 28, JUNE 04, 11, 18, 2022 xyxy=(910,1414,1122,1437)
notice-publication-dates: Publish: Mountain Views News/JDC Dates Pub: MAY 28, JUNE 04, 11, 18, 2022 xyxy=(910,193,1122,214)
notice-title: FICTITIOUS BUSINESS NAME STATEMENT FILE NO. 2022-119129 xyxy=(457,724,669,746)
notice-body: The following person(s) is (are) doing business as: AL BACHI CHICKEN, 7311 W SUNSET BLVD, LOS ANGELES, CA 90046. Full name of registrant(s) is (are) MAURICE SOGHOMONIAN, 7311 W SUNSET BLVD, LOS ANGELES, CA 90046. This business is conducted by A CORPORATION. Signed: MAURICE EDWARD SOGHOMONIAN, CEO. This statement was filed with the County Clerk of Los Angeles County on 05/31/2022. xyxy=(683,574,896,662)
notice-body: The following person(s) is (are) doing business as: BRYSTONE SECURITY, 15 E 45TH ST, LOS ANGELES, CA 90011. Full name of registrant(s) is (are) BRYSTONE SECURITY CO, 15 E 45TH ST, LOS ANGELES, CA 90011. This business is conducted by A CORPORATION. Signed: SERGIO VILLALOBOS RAMIREZ, CEO. This statement was filed with the County Clerk of Los Angeles County on 05/20/2022. xyxy=(683,1000,896,1087)
legal-notice xyxy=(1136,62,1348,160)
notice-body: The following person(s) is (are) doing business as: MIN'S DAYCARE, 2118 MCPHERSON AVE, LOS ANGELES, CA 90032. Full name of registrant(s) is (are) MARIA GONZALEZ, 2118 MCPHERSON AVE, LOS ANGELES, CA 90032. This business is conducted by AN INDIVIDUAL. Signed: MARIA GONZALEZ, OWNER. xyxy=(910,1349,1122,1414)
notice-body: The following person(s) is (are) doing business as: MEZAOOMA, 8951 KNOTT AVE SUITE C, BUENA PARK, CA 90620. Full name of registrant(s) is (are) MOHAMED HASSAN OSMAN, 8951 KNOTT AVE SUITE C, BUENA PARK, CA 90620. This business is conducted by A CORPORATION. Signed: RAMI A AL ASBAHI, CEO. This statement was filed with the County Clerk of Los Angeles County on 06/09/2022. The registrant(s) has (have) not yet commenced to transact business under the fictitious business name or names listed above. xyxy=(6,2232,218,2351)
notice-body: The following person(s) is (are) doing business as: BRON TOBACCO, 714 WEST FLORENCE AVE, LOS ANGELES, CA 90044. Full name of registrant(s) is (are) JOSE RAFAEL DELGADO CORONA, 714 WEST FLORENCE AVE, LOS ANGELES, CA 90044. This business is conducted by AN INDIVIDUAL. Signed: JOSE RAFAEL DELGADO CORONA, OWNER. This statement was filed with the County Clerk of Los Angeles County on 05/26/2022. xyxy=(683,851,896,949)
notice-title: FICTITIOUS BUSINESS NAME STATEMENT FILE NO. 2022-119079 xyxy=(457,403,669,425)
notice-title: FICTITIOUS BUSINESS NAME STATEMENT FILE NO. 2022-119072 xyxy=(457,243,669,266)
notice-publication-dates: Publish: Mountain Views News Dates Pub: JUNE 11, 18, 25 JULY 02, 2022 xyxy=(231,815,444,836)
notice-publication-dates: Publish: Mountain Views News/JDC Dates Pub: JUNE 11, 18, 25 JULY 02, 2022 xyxy=(6,1387,218,1409)
notice-body: The following person(s) is (are) doing business as: GREAT GLENDALE REALTY, 1000 BROADWAY DR, GLENDALE, CA 91208. Full name of registrant(s) is (are) ANUSH HAIRAPETIAN, 1000 BROADWAY DR, GLENDALE, CA 91208. This business is conducted by AN INDIVIDUAL. Signed: ANUSH HAIRAPETIAN, OWNER. This statement was filed with the County Clerk of Los Angeles County on 05/20/2022. NOTICE- This Fictitious Name Statement expires five years from the date it was filed in the office of the County Clerk. xyxy=(910,83,1122,192)
legal-notice xyxy=(231,1027,443,1191)
notice-title: FICTITIOUS BUSINESS NAME STATEMENT FILE NO. 2022-126419 xyxy=(231,469,444,492)
notice-body: The following person(s) is (are) doing business as: ARCO CONSULTING GROUP, 636 W 93RD STREET, LOS ANGELES, CA 90044. Full name of registrant(s) is (are) KAYODE OLUSEGUN ADEBOWALE, 636 W 93RD STREET, LOS ANGELES, CA 90044 and OSAGIE OSAGHAE, 636 W 93RD STREET, LOS ANGELES, CA 90044. This business is conducted by A GENERAL PARTNERSHIP. Signed: KAYODE OLUSEGUN ADEBOWALE, GENERAL PARTNER. This statement was filed with the County Clerk of Los Angeles County on 06/06/2022. The registrant(s) has (have) not yet commenced to transact business under the fictitious business name or names listed above. NOTICE- A new Fictitious Business Name Statement must be filed prior to that date. The filing of this statement does not of itself authorize the use in this state of a Fictitious Business Name in violation of the rights of another under Federal, State, or common law. xyxy=(6,534,218,731)
notice-publication-dates: Publish: Mountain Views News/JDC Dates Pub: MAY 28, JUNE 04, 11, 18, 2022 xyxy=(683,800,896,822)
legal-notice xyxy=(1136,1152,1348,1262)
notice-title: FICTITIOUS BUSINESS NAME STATEMENT FILE NO. 2022-115229 xyxy=(910,370,1122,393)
notice-body: The following person(s) is (are) doing business as: ELOHIM FASHION, 700 TOWNE AVE SUITE 222A, LOS ANGELES, CA 90021. Full name of registrant(s) is (are) VICTOR MANUEL MEDRANO AVILEZ, 700 TOWNE AVE SUITE 222A, LOS ANGELES, CA 90021. This business is conducted by AN INDIVIDUAL. Signed: VICTOR MANUEL MEDRANO AVILEZ, OWNER. This statement was filed with the County Clerk of Los Angeles County on 06/07/2022. The registrant(s) has (have) commenced to transact business under the fictitious business name or names listed above on 06/2022. NOTICE- A new Fictitious Business Name Statement must be filed prior to that date. xyxy=(6,1653,218,1795)
notice-title: FICTITIOUS BUSINESS NAME STATEMENT FILE NO. 2022-118086 xyxy=(683,829,896,852)
legal-notice xyxy=(6,1201,217,1410)
notice-publication-dates: Publish: Mountain Views News/JDC Dates Pub: JUNE 11, 18, 25 JULY 02, 2022 xyxy=(683,662,896,684)
notice-publication-dates: Publish: Mountain Views News/JDC Dates Pub: MAY 28, JUNE 04, 11, 18, 2022 xyxy=(683,1215,896,1237)
notice-publication-dates: Publish: Mountain Views News/JDC Dates Pub: JUNE 11, 18, 25 JULY 02, 2022 xyxy=(683,524,896,545)
legal-notice xyxy=(231,470,443,634)
notice-title: FILE NO. 2022-111787 STATEMENT OF ABANDONMENT OF USE OF FICTITIOUS BUSINESS NAME xyxy=(1135,919,1348,952)
legal-notice xyxy=(1136,804,1348,914)
legal-notice xyxy=(684,1117,895,1238)
notice-title: FICTITIOUS BUSINESS NAME STATEMENT FILE NO. 2022-120569 xyxy=(457,563,669,586)
notice-publication-dates: Publish: Mountain Views News/JDC Dates Pub: JUNE 11, 18, 25 JULY 02, 2022 xyxy=(6,2180,218,2203)
notice-title: FICTITIOUS BUSINESS NAME STATEMENT FILE NO. 2022085334 xyxy=(683,403,896,425)
masthead-line xyxy=(8,35,361,54)
legal-notice xyxy=(458,1376,669,1519)
notice-body: The following person(s) is (are) doing business as: PHD CONSULTING, 7102 ACACIA AVE, GARDEN GROVE, CA 92845. Full name of registrant(s) is (are) CYNTHIA LASHAWN EVANS, 7102 ACACIA AVE, GARDEN GROVE, CA 92845. This business is conducted by AN INDIVIDUAL. Signed: CYNTHIA LASHAWN EVANS, OWNER. This statement was filed with the County Clerk of Los Angeles County on 05/24/2022. xyxy=(1135,188,1348,276)
notice-publication-dates: Publish: Mountain Views News/JDC Dates Pub: JUNE 11, 18, 25 JULY 02, 2022 xyxy=(457,374,669,397)
notice-publication-dates: Publish: Mountain Views News/JDC Dates Pub: MAY 28, JUNE 04, 11, 18, 2022 xyxy=(1135,891,1348,912)
notice-publication-dates: Publish: Mountain Views News/JDC Dates Pub: MAY 28, JUNE 04, 11, 18, 2022 xyxy=(1135,138,1348,159)
notice-publication-dates: Publish: Mountain Views News/JDC Dates Pub: JUNE 11, 18, 25 JULY 02, 2022 xyxy=(231,612,444,633)
notice-body: The following person(s) is (are) doing business as: MELAS COCINA MEXICANA, 1223 DALY ST, LOS ANGELES, CA 90031. Full name of registrant(s) is (are) MARIA DIAZ, 905 E SECOND ST APT 9, LOS ANGELES, CA 90012. This business is conducted by AN INDIVIDUAL. Signed: DANIEL GONZALEZ, OWNER. xyxy=(910,1221,1122,1298)
legal-notice xyxy=(458,62,669,237)
notice-publication-dates: Publish: Mountain Views News/JDC Dates Pub: MAY 28, JUNE 04, 11, 18, 2022 xyxy=(910,1044,1122,1065)
notice-body: The following person(s) is (are) doing business as: PIONEER DEPOT, 11800 PIONEER BLVD, ARTESIA, CA 90701. Full name of registrant(s) is (are) KALANISH MANJU PATEL, 11800 PIONEER BLVD, ARTESIA, CA 90701. This business is conducted by AN INDIVIDUAL. Signed: JAMES RAY PIONEER, OWNER. xyxy=(1135,465,1348,531)
legal-notice xyxy=(458,895,669,1049)
notice-title: FICTITIOUS BUSINESS NAME STATEMENT FILE NO. 2022-052308 xyxy=(683,62,896,84)
legal-notice xyxy=(6,513,217,754)
notice-title: FICTITIOUS BUSINESS NAME STATEMENT FILE NO. 2022-123711 xyxy=(231,1368,444,1390)
notice-publication-dates: Publish: Mountain Views News/JDC Dates Pub: JUNE 11, 18, 25 JULY 02, 2022 xyxy=(231,440,444,462)
notice-title: FICTITIOUS BUSINESS NAME STATEMENT FILE NO. 2022-124771 xyxy=(231,1197,444,1219)
notice-title: FICTITIOUS BUSINESS NAME STATEMENT FILE NO. 2022-127007 xyxy=(6,1823,218,1847)
notice-body: The following person(s) is (are) doing business as: HAPPY DESSERTS, 879 W HAZARD AVE, LOS ANGELES, CA 90063. Full name of registrant(s) is (are) PERCIVAL MACALINO, 879 W HAZARD AVE, LOS ANGELES, CA 90063. This business is conducted by A GENERAL PARTNERSHIP. Signed: PERCIVAL MACALINO, GENERAL PARTNER. This statement was filed with the County Clerk of Los Angeles County on 05/20/2022. xyxy=(910,243,1122,342)
legal-notice xyxy=(458,724,669,888)
notice-body: The following person(s) is (are) doing business as: CENTURY 21 BENTLEY, 201 E 15TH ST, LOS ANGELES, CA 90015. Full name of registrant(s) is (are) MARIBEL GONZALEZ, 201 E 15TH ST, LOS ANGELES, CA 90015. This business is conducted by AN INDIVIDUAL. Signed: MARIBEL GONZALEZ, WIFE. xyxy=(683,1521,896,1585)
notice-title: FICTITIOUS BUSINESS NAME STATEMENT FILE NO. 2022-121865 xyxy=(6,1416,218,1439)
notice-publication-dates: Publish: Mountain Views News/JDC Dates Pub: JUNE 11, 18, 25 JULY 02, 2022 xyxy=(6,1987,218,2010)
notice-body: The following person(s) is (are) doing business as: MARIOS COMMUNICATIONS SERVICES, 2002 JANDOLAS AVE, PARAMOUNT, CA 90723. Full name of registrant(s) is (are) MARIO CRISTERNA MARTINEZ JR, 2002 JANDOLAS AVE, PARAMOUNT, CA 90723. This business is conducted by AN INDIVIDUAL. Signed: MARIO CRISTERNA MARTINEZ JR, OWNER. This statement was filed with the County Clerk of Los Angeles County on 06/07/2022. The registrant(s) has (have) commenced to transact business under the fictitious business name or names listed above on N/A. NOTICE- This Fictitious Name Statement expires five years from the date it was filed in the office of the County Clerk. A new Fictitious Business Name Statement must be filed prior to that date. xyxy=(231,83,444,247)
notice-title: FILE NO. 2022-124510 STATEMENT OF ABANDONMENT OF USE OF FICTITIOUS BUSINESS NAME xyxy=(231,640,444,673)
notice-publication-dates: Publish: Mountain Views News/JDC Dates Pub: JUNE 11, 18, 25 JULY 02, 2022 xyxy=(231,1842,444,1863)
notice-publication-dates: Publish: Mountain Views News/JDC Dates Pub: JUNE 11, 18, 25 JULY 02, 2022 xyxy=(457,1346,669,1368)
issue-date: Saturday, June 11, 2022 xyxy=(187,36,361,52)
notice-body: The following person(s) is (are) doing business as: JUST SENSE, 12301 FELIPE STREET, EL MONTE, CA 91732. Full name of registrant(s) is (are) JUST SENSE INC, 12301 FELIPE STREET, EL MONTE, CA 91732. This business is conducted by A CORPORATION. Signed: DANIEL PHAN, PRESIDENT. This statement was filed with the County Clerk of Los Angeles County on 05/18/2022. xyxy=(910,691,1122,778)
legal-notice xyxy=(1136,444,1348,554)
notice-body: The following person(s) is (are) doing business as: THE HIMMER CLUB, 26928 TERRI DRIVE, SANTA CLARITA, CA 91350. Full name of registrant(s) is (are) LUIS ENRIQUE GALLARDO, 26928 TERRI DRIVE, SANTA CLARITA, CA 91350. This business is conducted by AN INDIVIDUAL. Signed: LUIS ENRIQUE GALLARDO, OWNER. This statement was filed with the County Clerk of Los Angeles County on 05/31/2022. xyxy=(457,1247,669,1346)
legal-notice xyxy=(1136,919,1348,1018)
